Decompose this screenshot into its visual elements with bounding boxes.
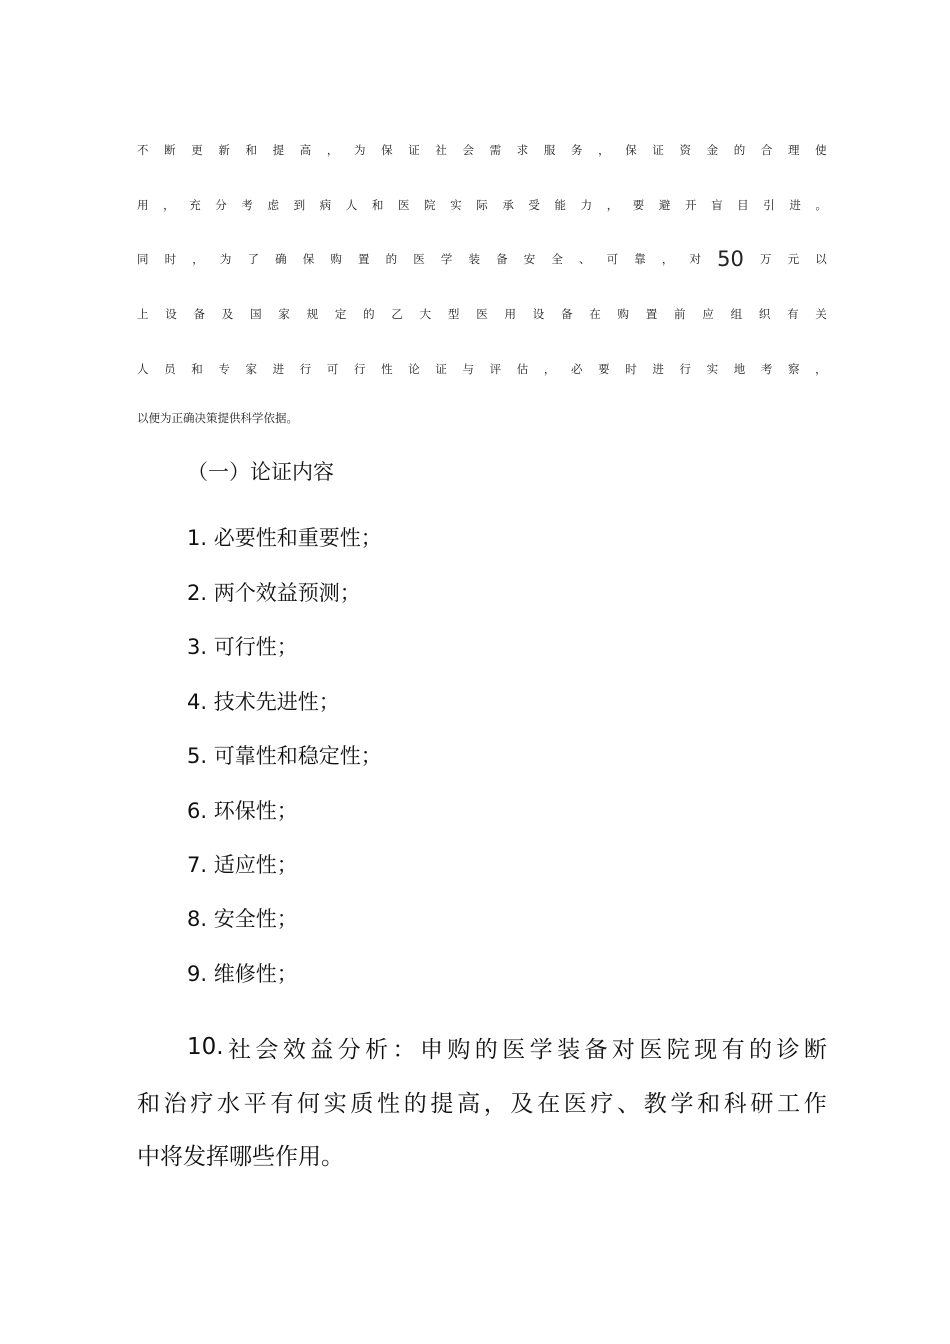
list-item-text: 技术先进性； — [213, 690, 340, 714]
intro-line-6: 以便为正确决策提供科学依据。 — [137, 411, 298, 425]
char: 购 — [617, 307, 630, 321]
char: 靠 — [634, 252, 646, 266]
char: 购 — [330, 252, 342, 266]
char: 地 — [733, 362, 746, 376]
char: 效 — [282, 1036, 306, 1063]
intro-line-3 — [137, 245, 827, 273]
list-item-number: 1. — [187, 526, 214, 550]
char: 在 — [589, 307, 601, 321]
char: 高 — [299, 143, 312, 157]
char: 定 — [334, 307, 347, 321]
char: 医 — [397, 198, 410, 212]
char: 实 — [450, 198, 462, 212]
char: 对 — [611, 1036, 635, 1063]
list-item-text: 维修性； — [213, 962, 298, 986]
list-item-text: 适应性； — [213, 853, 298, 877]
char: 进 — [652, 362, 664, 376]
char: 家 — [278, 307, 290, 321]
para10-line-1 — [187, 1030, 827, 1064]
char: 置 — [358, 252, 370, 266]
char: 大 — [419, 307, 432, 321]
char: 理 — [788, 143, 800, 157]
char: 前 — [674, 307, 686, 321]
char: 目 — [737, 198, 749, 212]
char: 置 — [645, 307, 658, 321]
char: 规 — [306, 307, 319, 321]
para10-number: 10. — [187, 1034, 224, 1060]
char: ， — [483, 1090, 507, 1117]
char: 及 — [221, 307, 234, 321]
char: ， — [192, 252, 204, 266]
char: 金 — [706, 143, 719, 157]
char: 益 — [310, 1036, 334, 1063]
char: 、 — [579, 252, 591, 266]
char: 行 — [679, 362, 691, 376]
char: 的 — [733, 143, 746, 157]
char: 备 — [193, 307, 206, 321]
char: ， — [661, 252, 674, 266]
char: 备 — [560, 307, 573, 321]
char: 医 — [413, 252, 425, 266]
list-item — [187, 958, 298, 988]
char: 和 — [191, 362, 203, 376]
list-item — [187, 577, 361, 607]
char: 行 — [299, 362, 312, 376]
char: 不 — [137, 143, 149, 157]
char: 有 — [270, 1090, 294, 1117]
char: 全 — [551, 252, 563, 266]
char: 性 — [381, 362, 393, 376]
char: 用 — [137, 198, 149, 212]
char: 和 — [371, 198, 384, 212]
char: 际 — [476, 198, 488, 212]
char: 的 — [749, 1036, 773, 1063]
char: 疗 — [590, 1090, 614, 1117]
char: 家 — [245, 362, 257, 376]
char: 和 — [245, 143, 257, 157]
char: 证 — [435, 362, 447, 376]
char: 实 — [706, 362, 719, 376]
char: 到 — [293, 198, 306, 212]
char: 乙 — [391, 307, 403, 321]
char: 病 — [319, 198, 332, 212]
char: 高 — [457, 1090, 481, 1117]
char: 的 — [474, 1036, 498, 1063]
char: 上 — [137, 307, 149, 321]
char: 社 — [435, 143, 447, 157]
char: 院 — [424, 198, 436, 212]
list-item-text: 可行性； — [213, 635, 298, 659]
list-item — [187, 631, 298, 661]
char: 员 — [164, 362, 176, 376]
char: 教 — [643, 1090, 667, 1117]
char: 研 — [750, 1090, 774, 1117]
char: 社 — [228, 1036, 251, 1063]
char: ， — [815, 362, 827, 376]
char: 为 — [354, 143, 366, 157]
list-item-number: 5. — [187, 744, 214, 768]
char: 与 — [462, 362, 474, 376]
char: 科 — [723, 1090, 747, 1117]
char: 估 — [516, 362, 529, 376]
list-item-text: 环保性； — [213, 799, 298, 823]
char: 。 — [815, 198, 827, 212]
char: 50 — [717, 247, 744, 271]
char: ， — [326, 143, 339, 157]
list-item — [187, 795, 298, 825]
list-item — [187, 903, 298, 933]
list-item-number: 6. — [187, 799, 214, 823]
char: 备 — [584, 1036, 608, 1063]
char: 要 — [598, 362, 610, 376]
char: 疗 — [190, 1090, 214, 1117]
list-item-text: 必要性和重要性； — [213, 526, 382, 550]
char: 更 — [191, 143, 203, 157]
char: 开 — [684, 198, 697, 212]
char: 治 — [163, 1090, 187, 1117]
char: 何 — [297, 1090, 321, 1117]
char: 要 — [632, 198, 645, 212]
char: 力 — [580, 198, 593, 212]
char: 可 — [606, 252, 619, 266]
char: 同 — [137, 252, 149, 266]
intro-line-5 — [137, 355, 827, 383]
char: 会 — [255, 1036, 279, 1063]
char: 盲 — [711, 198, 723, 212]
char: 分 — [337, 1036, 361, 1063]
list-item-number: 2. — [187, 581, 214, 605]
para10-line-3: 中将发挥哪些作用。 — [137, 1144, 344, 1170]
char: 的 — [403, 1090, 427, 1117]
char: 专 — [218, 362, 230, 376]
char: 现 — [694, 1036, 718, 1063]
char: 进 — [272, 362, 285, 376]
char: 关 — [815, 307, 827, 321]
char: 和 — [137, 1090, 160, 1117]
char: 考 — [241, 198, 253, 212]
char: ， — [598, 143, 610, 157]
char: 保 — [381, 143, 393, 157]
intro-line-4 — [137, 300, 827, 328]
char: 院 — [666, 1036, 690, 1063]
char: 学 — [529, 1036, 553, 1063]
char: 行 — [354, 362, 366, 376]
char: 人 — [137, 362, 149, 376]
char: 和 — [697, 1090, 721, 1117]
char: 保 — [302, 252, 315, 266]
list-item-number: 3. — [187, 635, 214, 659]
char: 察 — [788, 362, 800, 376]
char: ： — [392, 1036, 416, 1063]
char: 有 — [787, 307, 799, 321]
list-item-text: 安全性； — [213, 907, 298, 931]
char: 装 — [468, 252, 480, 266]
char: 为 — [219, 252, 232, 266]
char: 万 — [759, 252, 772, 266]
char: 合 — [760, 143, 773, 157]
char: 评 — [489, 362, 502, 376]
char: 国 — [250, 307, 262, 321]
char: 有 — [721, 1036, 745, 1063]
char: 备 — [496, 252, 508, 266]
char: 资 — [679, 143, 691, 157]
char: 使 — [815, 143, 827, 157]
char: 及 — [510, 1090, 534, 1117]
list-item-number: 4. — [187, 690, 214, 714]
list-item — [187, 740, 382, 770]
char: 诊 — [776, 1036, 800, 1063]
char: 实 — [323, 1090, 347, 1117]
char: 新 — [218, 143, 230, 157]
char: 会 — [462, 143, 474, 157]
list-item-number: 7. — [187, 853, 214, 877]
char: 确 — [275, 252, 287, 266]
char: 对 — [689, 252, 701, 266]
char: 以 — [815, 252, 827, 266]
char: 作 — [803, 1090, 827, 1117]
char: 时 — [625, 362, 637, 376]
char: 时 — [164, 252, 177, 266]
char: 平 — [243, 1090, 267, 1117]
intro-line-1 — [137, 136, 827, 164]
list-item-number: 9. — [187, 962, 214, 986]
char: 充 — [189, 198, 201, 212]
char: 医 — [476, 307, 488, 321]
char: 学 — [670, 1090, 694, 1117]
char: 承 — [502, 198, 514, 212]
section-heading: （一）论证内容 — [187, 460, 334, 484]
char: 设 — [532, 307, 545, 321]
char: 性 — [377, 1090, 401, 1117]
char: 申 — [419, 1036, 443, 1063]
char: 提 — [430, 1090, 454, 1117]
char: 受 — [528, 198, 540, 212]
char: 人 — [345, 198, 358, 212]
list-item-text: 两个效益预测； — [213, 581, 361, 605]
char: 医 — [639, 1036, 663, 1063]
intro-line-2 — [137, 191, 827, 219]
char: 提 — [272, 143, 285, 157]
char: 必 — [571, 362, 583, 376]
char: 设 — [165, 307, 177, 321]
char: 服 — [543, 143, 556, 157]
char: 用 — [504, 307, 516, 321]
char: 求 — [516, 143, 529, 157]
char: 质 — [350, 1090, 374, 1117]
char: 了 — [247, 252, 259, 266]
char: 证 — [408, 143, 420, 157]
list-item — [187, 686, 340, 716]
char: 、 — [617, 1090, 641, 1117]
char: 织 — [758, 307, 771, 321]
char: 医 — [502, 1036, 526, 1063]
char: 型 — [447, 307, 460, 321]
para10-line-2 — [137, 1084, 827, 1118]
char: 的 — [385, 252, 398, 266]
list-item — [187, 522, 382, 552]
char: 安 — [523, 252, 536, 266]
char: 医 — [563, 1090, 587, 1117]
char: 学 — [440, 252, 453, 266]
char: 水 — [217, 1090, 241, 1117]
char: 考 — [760, 362, 773, 376]
char: 元 — [787, 252, 800, 266]
char: 论 — [408, 362, 420, 376]
char: 务 — [571, 143, 583, 157]
char: 的 — [363, 307, 375, 321]
list-item-text: 可靠性和稳定性； — [213, 744, 382, 768]
char: 进 — [789, 198, 801, 212]
char: 断 — [164, 143, 176, 157]
char: 购 — [447, 1036, 471, 1063]
char: ， — [543, 362, 556, 376]
char: 断 — [803, 1036, 827, 1063]
char: ， — [163, 198, 175, 212]
char: 分 — [215, 198, 227, 212]
char: 工 — [777, 1090, 801, 1117]
char: 在 — [537, 1090, 561, 1117]
char: 析 — [365, 1036, 389, 1063]
char: 需 — [489, 143, 502, 157]
char: 可 — [326, 362, 339, 376]
list-item-number: 8. — [187, 907, 214, 931]
char: 引 — [763, 198, 775, 212]
char: 避 — [658, 198, 671, 212]
char: 装 — [557, 1036, 581, 1063]
char: 虑 — [267, 198, 279, 212]
char: 证 — [652, 143, 664, 157]
char: 能 — [554, 198, 566, 212]
char: 组 — [730, 307, 743, 321]
char: ， — [606, 198, 619, 212]
char: 保 — [625, 143, 637, 157]
char: 应 — [702, 307, 714, 321]
list-item — [187, 849, 298, 879]
